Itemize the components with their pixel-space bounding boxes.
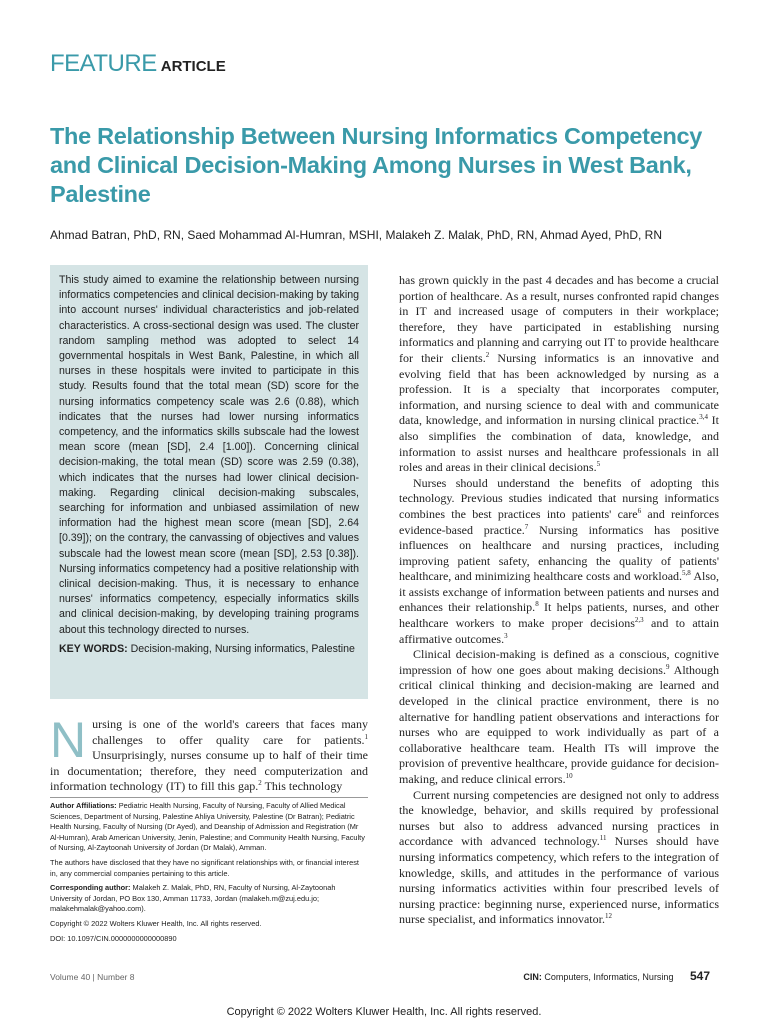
body-text: and reinforces evidence-based practice. bbox=[399, 506, 720, 537]
body-text: Nurses should understand the benefits of adopting this technology. Previous studies indicated that nursing informatics combines the best practices into patients' care bbox=[399, 475, 719, 521]
article-title: The Relationship Between Nursing Informatics Competency and Clinical Decision-Making Among Nurses in West Bank, Palestine bbox=[50, 123, 703, 207]
body-paragraph-2 bbox=[399, 476, 719, 648]
body-text: and to attain affirmative outcomes. bbox=[399, 616, 719, 646]
body-text: Nursing informatics is an innovative and evolving field that has been acknowledged by nursing as a profession. It is a specialty that incorporates computer, information, and nursing science to deal with and communicate data, knowledge, and information in nursing clinical practice. bbox=[399, 350, 719, 428]
journal-abbrev: CIN: bbox=[523, 972, 542, 982]
intro-text-a: ursing is one of the world's careers that faces many challenges to offer quality care for patients. bbox=[92, 717, 368, 747]
body-text: has grown quickly in the past 4 decades and has become a crucial portion of healthcare. As a result, nurses confronted rapid changes in IT and increased usage of computers in their workplace; therefore, they have participated in establishing nursing informatics and planning and carrying out IT to provide healthcare for their clients. bbox=[399, 273, 720, 365]
citation-ref: 2 bbox=[485, 350, 490, 359]
citation-ref: 7 bbox=[524, 522, 529, 531]
body-text: Also, it assists exchange of information between patients and nurses and enhances their relationship. bbox=[399, 569, 719, 615]
section-header bbox=[50, 50, 226, 78]
citation-ref: 2 bbox=[258, 779, 262, 788]
citation-ref: 12 bbox=[604, 912, 612, 921]
intro-paragraph bbox=[50, 712, 368, 795]
citation-ref: 10 bbox=[565, 772, 573, 780]
doi-note: DOI: 10.1097/CIN.0000000000000890 bbox=[50, 933, 177, 943]
citation-ref: 3 bbox=[504, 631, 508, 640]
issue-number: Number 8 bbox=[97, 972, 135, 982]
keywords-value: Decision-making, Nursing informatics, Palestine bbox=[130, 643, 355, 655]
abstract-text: This study aimed to examine the relationship between nursing informatics competencies and clinical decision-making by taking into account nurses' individual characteristics and job-related characteristics. A cross-sectional design was used. The cluster random sampling method was adopted to select 14 governmental hospitals in West Bank, Palestine, in which all nurses in these hospitals were invited to participate in this study. Results found that the total mean (SD) score for the nursing informatics competency scale was 2.6 (0.88), which indicates that the nurses had lower nursing informatics competency, and the informatics skills subscale had the lowest mean score (mean [SD], 2.4 [1.00]). Concerning clinical decision-making, the total mean (SD) score was 2.59 (0.38), which indicates that the nurses had lower clinical decision-making. Regarding clinical decision-making subscales, searching for information and unbiased assimilation of new information had the highest mean score (mean [SD], 2.64 [0.39]); on the contrary, the canvassing of objectives and values subscale had the lowest mean score (mean [SD], 2.53 [0.38]). Nursing informatics competency had a positive relationship with clinical decision-making. Thus, it is necessary to enhance nurses' informatics competency, especially informatics skills and clinical decision-making, by developing training programs about this technology directed to nurses. bbox=[59, 274, 359, 636]
corresponding-author-note bbox=[50, 883, 368, 915]
affiliations-text: Pediatric Health Nursing, Faculty of Nursing, Faculty of Allied Medical Sciences, Department of Nursing, Palestine Ahliya University, Palestine (Dr Batran); Pediatric Health Nursing, Faculty of Nursing (Dr Ayed), and Deanship of Admission and Registration (Mr Al-Humran), Arab American University, Jenin, Palestine; and Community Health Nursing, Faculty of Nursing, Al-Zaytoonah University of Jordan (Dr Malak), Amman. bbox=[50, 801, 365, 853]
article-notes bbox=[50, 801, 368, 948]
citation-ref: 5,8 bbox=[682, 569, 691, 578]
citation-ref: 5 bbox=[596, 460, 601, 469]
corresponding-label: Corresponding author: bbox=[50, 883, 131, 893]
body-paragraph-1 bbox=[399, 273, 719, 476]
citation-ref: 6 bbox=[637, 506, 642, 515]
citation-ref: 1 bbox=[364, 732, 368, 741]
author-list: Ahmad Batran, PhD, RN, Saed Mohammad Al-Humran, MSHI, Malakeh Z. Malak, PhD, RN, Ahmad Ayed, PhD, RN bbox=[50, 228, 663, 242]
abstract-box bbox=[50, 265, 368, 699]
body-paragraph-4 bbox=[399, 788, 719, 928]
keywords-label: KEY WORDS: bbox=[59, 643, 128, 655]
affiliations-note bbox=[50, 801, 368, 854]
citation-ref: 11 bbox=[599, 834, 607, 843]
citation-ref: 2,3 bbox=[634, 616, 644, 625]
drop-cap: N bbox=[50, 712, 87, 768]
body-text: Clinical decision-making is defined as a conscious, cognitive impression of how one goes about making decisions. bbox=[399, 647, 719, 677]
copyright-note: Copyright © 2022 Wolters Kluwer Health, Inc. All rights reserved. bbox=[50, 918, 262, 928]
body-text: Nurses should have nursing informatics competency, which refers to the integration of knowledge, skills, and attitudes in the performance of various nursing informatics activities within four prescribed levels of nursing practice: beginning nurse, experienced nurse, informatics nurse specialist, and informatics innovator. bbox=[399, 834, 719, 927]
intro-text-b: Unsurprisingly, nurses consume up to half of their time in documentation; therefore, they need computerization and information technology (IT) to fill this gap. bbox=[50, 748, 368, 794]
right-column bbox=[399, 273, 719, 928]
citation-ref: 8 bbox=[535, 600, 539, 609]
affiliations-label: Author Affiliations: bbox=[50, 801, 117, 810]
body-text: Current nursing competencies are designed not only to address the knowledge, behavior, and skills required by professional nurses but also to address advanced nursing practices in accordance with advanced technology. bbox=[399, 787, 719, 849]
journal-name: Computers, Informatics, Nursing bbox=[544, 972, 674, 982]
body-text: Nursing informatics has positive influences on healthcare and nursing practices, including improving patient safety, enhancing the quality of patients' healthcare, and minimizing healthcare costs and workload. bbox=[399, 522, 719, 584]
corresponding-text: Malakeh Z. Malak, PhD, RN, Faculty of Nursing, Al-Zaytoonah University of Jordan, PO Box 130, Amman 11733, Jordan (malakeh.m@zuj.edu.jo; malakehmalak@yahoo.com). bbox=[50, 883, 336, 914]
citation-ref: 9 bbox=[665, 662, 670, 671]
issue-info bbox=[50, 972, 134, 982]
keywords bbox=[59, 642, 359, 657]
feature-label: FEATURE bbox=[50, 50, 157, 77]
notes-divider bbox=[50, 797, 368, 798]
article-label: ARTICLE bbox=[160, 58, 226, 75]
body-text: Although critical clinical thinking and decision-making are learned and developed in the clinical practice environment, there is no alternative for handling patient observations and interactions for nurses who are equipped to work individually as part of a collaborative healthcare team. Health ITs will improve the provision of preventive healthcare, provide guidance for decision-making, and reduce clinical errors. bbox=[399, 662, 719, 786]
volume: Volume 40 bbox=[50, 972, 91, 982]
disclosure-note: The authors have disclosed that they have no significant relationships with, or financial interest in, any commercial companies pertaining to this article. bbox=[50, 857, 359, 878]
body-text: It helps patients, nurses, and other healthcare workers to make proper decisions bbox=[399, 600, 719, 631]
citation-ref: 3,4 bbox=[699, 413, 708, 422]
intro-text-c: This technology bbox=[261, 779, 343, 794]
page-number: 547 bbox=[689, 969, 710, 983]
journal-footer bbox=[523, 969, 710, 983]
page-copyright: Copyright © 2022 Wolters Kluwer Health, Inc. All rights reserved. bbox=[226, 1006, 542, 1018]
issue-separator: | bbox=[92, 972, 95, 982]
body-text: It also simplifies the combination of data, knowledge, and information to assist nurses and healthcare professionals in all roles and areas in their clinical decisions. bbox=[399, 413, 719, 475]
body-paragraph-3 bbox=[399, 647, 719, 787]
